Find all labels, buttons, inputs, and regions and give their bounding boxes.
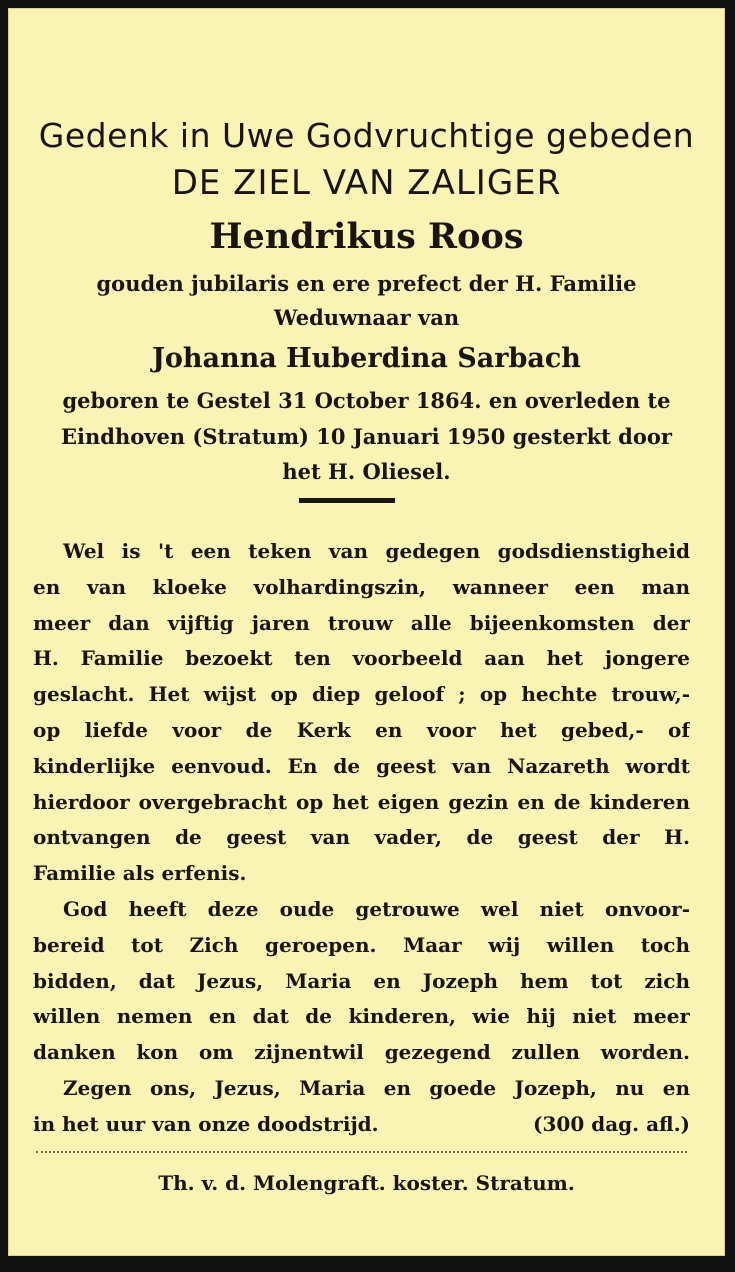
deceased-role: gouden jubilaris en ere prefect der H. Familie [96,271,637,296]
text-line: Wel is 't een teken van gedegen godsdienstigheid [63,539,690,563]
memorial-text [33,534,690,1143]
text-line: Zegen ons, Jezus, Maria en goede Jozeph, nu en [63,1075,690,1100]
text-line: hierdoor overgebracht op het eigen gezin en de kinderen [33,789,690,814]
text-line: H. Familie bezoekt ten voorbeeld aan het jongere [33,646,690,671]
text-line: geslacht. Het wijst op diep geloof ; op hechte trouw,- [33,682,690,707]
final-line [33,1107,690,1143]
bio-line-1: geboren te Gestel 31 October 1864. en overleden te [62,388,671,413]
text-line: bidden, dat Jezus, Maria en Jozeph hem tot zich [33,968,690,993]
widower-of-label: Weduwnaar van [273,305,460,330]
text-line: kinderlijke eenvoud. En de geest van Nazareth wordt [33,753,690,778]
memorial-card [8,8,725,1256]
spouse-name: Johanna Huberdina Sarbach [152,343,581,374]
indulgence-note: (300 dag. afl.) [533,1111,690,1136]
bio-line-2: Eindhoven (Stratum) 10 Januari 1950 gesterkt door [61,424,672,449]
text-line: God heeft deze oude getrouwe wel niet onvoor- [63,896,690,921]
text-line: Familie als erfenis. [33,861,247,886]
text-line: danken kon om zijnentwil gezegend zullen worden. [33,1040,690,1065]
text-line: bereid tot Zich geroepen. Maar wij willen toch [33,932,690,957]
text-line: meer dan vijftig jaren trouw alle bijeenkomsten der [33,610,690,635]
prayer-request-heading: Gedenk in Uwe Godvruchtige gebeden [38,116,695,155]
prayer-end-text: in het uur van onze doodstrijd. [33,1111,379,1136]
deceased-name: Hendrikus Roos [209,216,524,257]
bio-line-3: het H. Oliesel. [282,459,451,484]
text-line: en van kloeke volhardingszin, wanneer een man [33,574,690,599]
bottom-dotted-rule [36,1151,687,1153]
text-line: willen nemen en dat de kinderen, wie hij niet meer [33,1004,690,1029]
text-line: op liefde voor de Kerk en voor het gebed,- of [33,717,690,742]
divider-rule [299,498,395,503]
text-line: ontvangen de geest van vader, de geest der H. [33,825,690,850]
soul-of-heading: DE ZIEL VAN ZALIGER [171,163,562,203]
printer-credit: Th. v. d. Molengraft. koster. Stratum. [158,1171,575,1195]
